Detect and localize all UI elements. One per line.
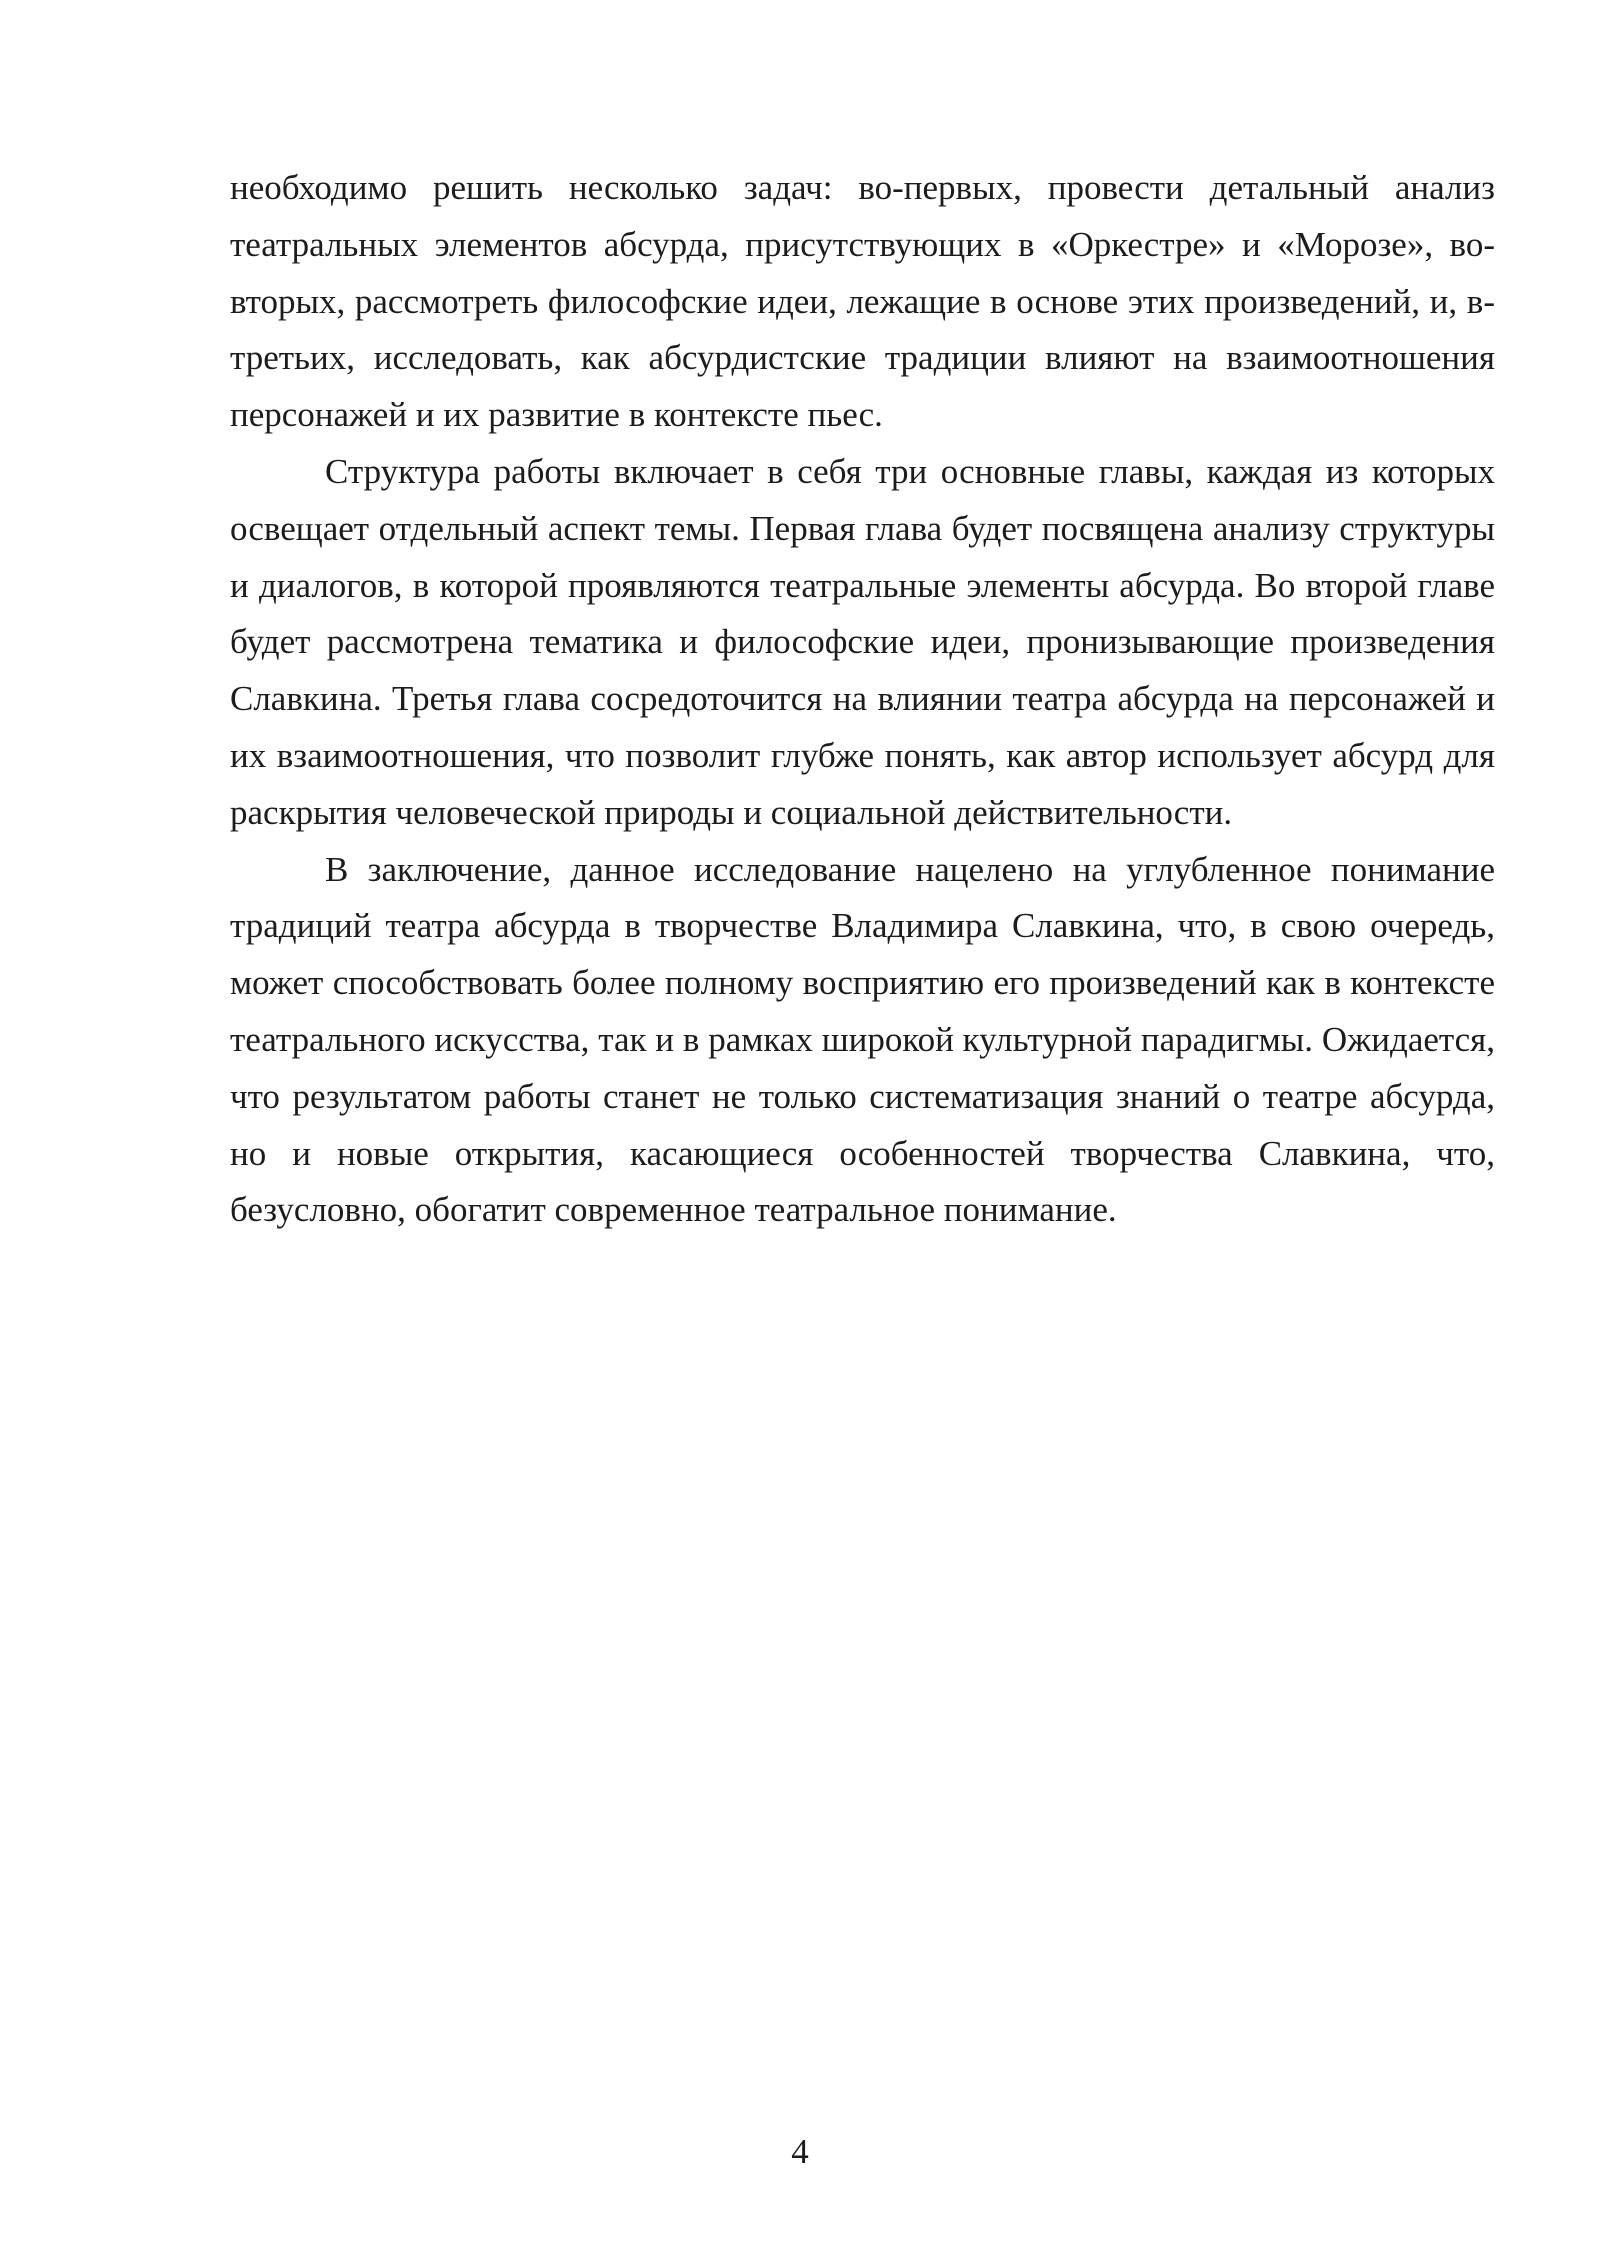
document-body (230, 160, 1495, 1239)
page-number: 4 (791, 2132, 809, 2171)
paragraph: В заключение, данное исследование нацелено на углубленное понимание традиций театра абсурда в творчестве Владимира Славкина, что, в свою очередь, может способствовать более полному восприятию его произведений как в контексте театрального искусства, так и в рамках широкой культурной парадигмы. Ожидается, что результатом работы станет не только систематизация знаний о театре абсурда, но и новые открытия, касающиеся особенностей творчества Славкина, что, безусловно, обогатит современное театральное понимание. (230, 849, 1495, 1230)
paragraph: необходимо решить несколько задач: во-первых, провести детальный анализ театральных элементов абсурда, присутствующих в «Оркестре» и «Морозе», во-вторых, рассмотреть философские идеи, лежащие в основе этих произведений, и, в-третьих, исследовать, как абсурдистские традиции влияют на взаимоотношения персонажей и их развитие в контексте пьес. (230, 168, 1495, 435)
paragraph: Структура работы включает в себя три основные главы, каждая из которых освещает отдельный аспект темы. Первая глава будет посвящена анализу структуры и диалогов, в которой проявляются театральные элементы абсурда. Во второй главе будет рассмотрена тематика и философские идеи, пронизывающие произведения Славкина. Третья глава сосредоточится на влиянии театра абсурда на персонажей и их взаимоотношения, что позволит глубже понять, как автор использует абсурд для раскрытия человеческой природы и социальной действительности. (230, 451, 1495, 832)
